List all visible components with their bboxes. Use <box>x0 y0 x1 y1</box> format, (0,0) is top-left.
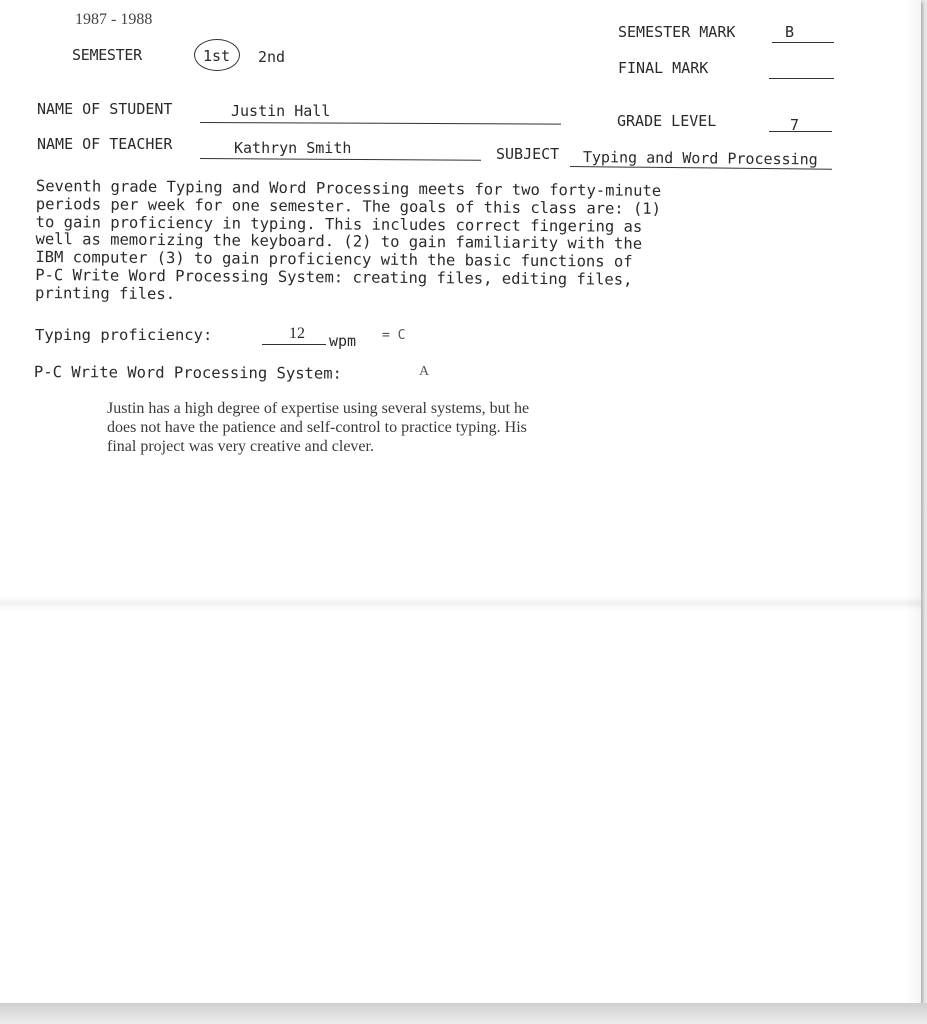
subject-value: Typing and Word Processing <box>582 148 818 169</box>
subject-label: SUBJECT <box>496 145 560 163</box>
teacher-comment <box>107 399 747 456</box>
semester-mark-value: B <box>785 23 795 41</box>
description-line: well as memorizing the keyboard. (2) to gain familiarity with the <box>35 230 643 254</box>
semester-second: 2nd <box>258 48 286 66</box>
student-name-value: Justin Hall <box>231 102 331 120</box>
final-mark-label: FINAL MARK <box>618 59 709 77</box>
description-line: Seventh grade Typing and Word Processing meets for two forty-minute <box>35 177 662 200</box>
course-description <box>35 178 796 309</box>
typing-proficiency-label: Typing proficiency: <box>35 326 213 344</box>
teacher-name-value: Kathryn Smith <box>234 139 352 157</box>
grade-level-label: GRADE LEVEL <box>617 112 717 130</box>
typing-grade: = C <box>382 328 406 343</box>
paper-edge-shadow <box>905 0 921 1006</box>
comment-line: does not have the patience and self-control to practice typing. His <box>107 419 527 436</box>
comment-line: final project was very creative and clever. <box>107 438 374 455</box>
teacher-name-line <box>200 158 481 161</box>
semester-mark-line <box>772 42 834 43</box>
paper-fold <box>0 596 921 610</box>
pcwrite-label: P-C Write Word Processing System: <box>33 363 342 383</box>
typing-wpm-value: 12 <box>289 325 305 342</box>
semester-label: SEMESTER <box>72 46 142 64</box>
student-name-line <box>200 122 561 125</box>
scanner-background <box>0 1003 927 1024</box>
teacher-name-label: NAME OF TEACHER <box>37 135 173 153</box>
description-line: periods per week for one semester. The goals of this class are: (1) <box>35 194 662 218</box>
description-line: printing files. <box>35 283 176 303</box>
grade-level-line <box>769 131 832 132</box>
student-name-label: NAME OF STUDENT <box>37 100 173 118</box>
pcwrite-grade: A <box>419 364 430 379</box>
semester-mark-label: SEMESTER MARK <box>618 23 736 41</box>
semester-first: 1st <box>203 47 231 65</box>
grade-level-value: 7 <box>790 116 800 134</box>
school-year: 1987 - 1988 <box>75 11 153 28</box>
typing-wpm-line <box>262 344 326 345</box>
final-mark-line <box>769 78 834 79</box>
typing-wpm-unit: wpm <box>329 332 357 350</box>
description-line: IBM computer (3) to gain proficiency with the basic functions of <box>35 248 633 271</box>
description-line: to gain proficiency in typing. This includes correct fingering as <box>35 212 643 236</box>
comment-line: Justin has a high degree of expertise using several systems, but he <box>107 400 530 417</box>
description-line: P-C Write Word Processing System: creating files, editing files, <box>35 265 633 289</box>
